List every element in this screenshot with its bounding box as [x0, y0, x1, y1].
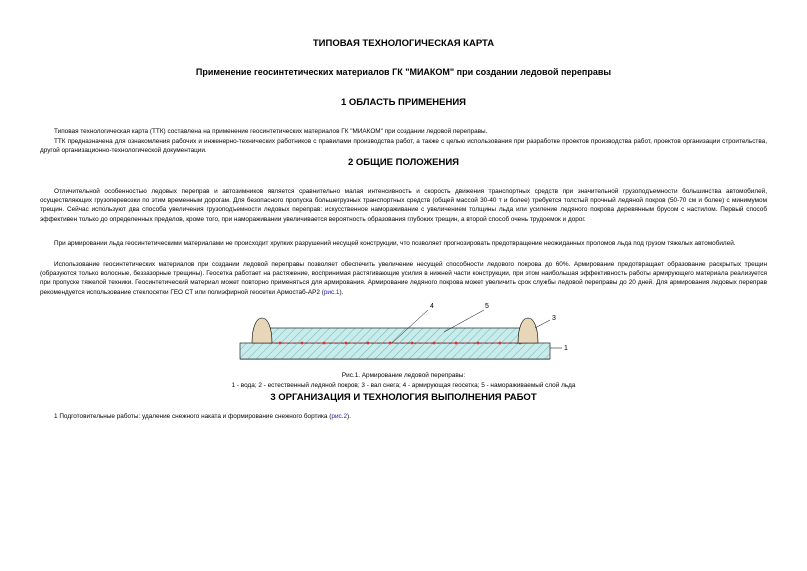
document-subtitle: Применение геосинтетических материалов ГК "МИАКОМ" при создании ледовой переправы: [195, 67, 612, 77]
section-2-paragraph-2: При армировании льда геосинтетическими материалами не происходит хрупких разрушений несущей конструкции, что позволяет прогнозировать предотвращение неожиданных проломов льда под грузом тяжелых автомобилей.: [54, 240, 736, 247]
snow-bank-left: [252, 318, 272, 343]
section-2-paragraph-3: [40, 260, 767, 297]
section-3-paragraph-1-end: ).: [347, 413, 351, 420]
section-1-heading: 1 ОБЛАСТЬ ПРИМЕНЕНИЯ: [340, 97, 467, 108]
section-2-paragraph-3-end: ).: [339, 288, 344, 296]
section-2-paragraph-3-text: Использование геосинтетических материалов при создании ледовой переправы позволяет обеспечить увеличение несущей способности ледового покрова до 60%. Армирование предотвращает образование раскрытых трещин (образуются только волосные, беззазорные трещины). Геосетка работает на растяжение, воспринимая растягивающие усилия в нижней части конструкции, при этом наибольшая эффективность работы армирующего материала реализуется при пропуске тяжелой техники. Геосинтетический материал может повторно применяться для армирования. Армирование ледяного покрова может увеличить срок службы ледовой переправы до 20 дней. Для армирования ледовых переправ рекомендуется использование стеклосетки ГЕО СТ или полиэфирной геосетки Армостаб-АР2 (: [40, 261, 767, 296]
natural-ice-layer: [240, 343, 550, 359]
snow-bank-right: [518, 318, 538, 343]
figure-caption-title: Рис.1. Армирование ледовой переправы:: [341, 372, 466, 379]
figure-2-link[interactable]: рис.2: [331, 413, 348, 420]
ice-crossing-diagram: [232, 298, 572, 368]
section-2-heading: 2 ОБЩИЕ ПОЛОЖЕНИЯ: [348, 157, 459, 168]
document-title: ТИПОВАЯ ТЕХНОЛОГИЧЕСКАЯ КАРТА: [312, 38, 495, 49]
leader-3: [535, 320, 550, 328]
label-5: 5: [485, 303, 489, 310]
section-1-paragraph-2: ТТК предназначена для ознакомления рабочих и инженерно-технических работников с правилами производства работ, а также с целью использования при разработке проектов производства работ, проектов организации строительства, другой организационно-технологической документации.: [40, 138, 767, 155]
section-3-paragraph-1: [40, 412, 767, 421]
frozen-ice-layer: [266, 328, 524, 343]
figure-1-link[interactable]: рис.1: [323, 288, 340, 296]
label-3: 3: [552, 315, 556, 322]
section-2-paragraph-1: Отличительной особенностью ледовых переправ и автозимников является сравнительно малая интенсивность и скорость движения транспортных средств при значительной грузоподъемности большинства автомобилей, осуществляющих грузоперевозки по этим временным дорогам. Для безопасного пропуска большегрузных транспортных средств (общей массой 30-40 т и более) требуется толстый прочный ледяной покров (50-70 см и более) с минимумом трещин. Сейчас используют два способа увеличения грузоподъемности ледовых переправ: искусственное намораживание с увеличением толщины льда или усиление ледяного покрова деревянным брусом с настилом. Первый способ эффективен только до определенных пределов, кроме того, при намораживании увеличивается вероятность образования глубоких трещин, а второй способ очень трудоемок и дорог.: [40, 188, 767, 223]
label-1: 1: [564, 345, 568, 352]
label-4: 4: [430, 303, 434, 310]
figure-caption-legend: 1 - вода; 2 - естественный ледяной покров; 3 - вал снега; 4 - армирующая геосетка; 5 - намораживаемый слой льда: [231, 382, 576, 389]
section-3-heading: 3 ОРГАНИЗАЦИЯ И ТЕХНОЛОГИЯ ВЫПОЛНЕНИЯ РАБОТ: [270, 392, 537, 403]
section-3-paragraph-1-text: 1 Подготовительные работы: удаление снежного наката и формирование снежного бортика (: [54, 413, 332, 420]
section-1-paragraph-1: Типовая технологическая карта (ТТК) составлена на применение геосинтетических материалов ГК "МИАКОМ" при создании ледовой переправы.: [54, 128, 488, 135]
